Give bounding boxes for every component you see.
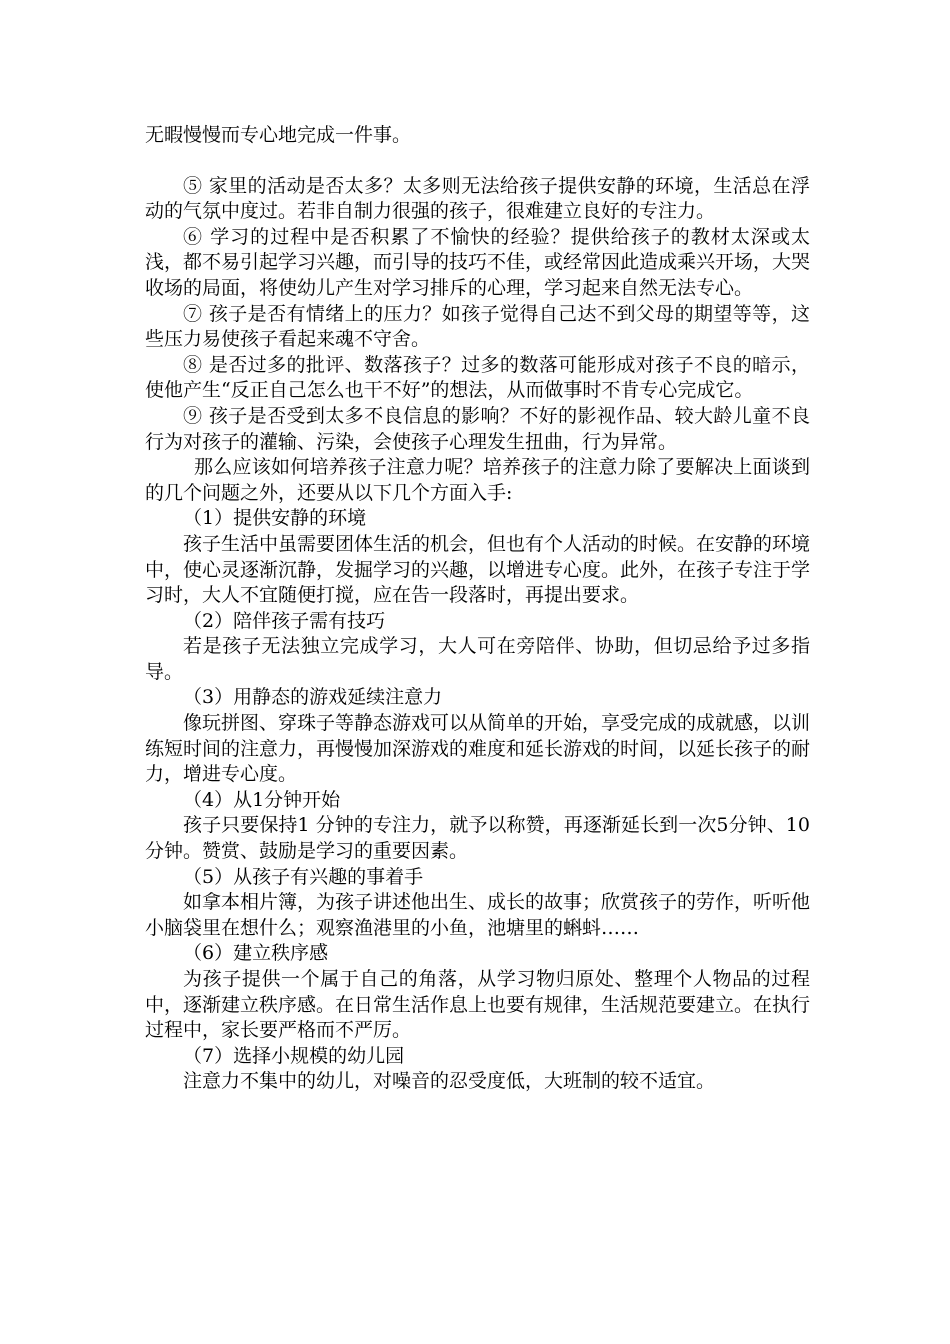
heading-method-4: （4）从1分钟开始 (183, 788, 341, 811)
paragraph-item-8: ⑧ 是否过多的批评、数落孩子？过多的数落可能形成对孩子不良的暗示，使他产生“反正自己怎么也干不好”的想法，从而做事时不肯专心完成它。 (145, 353, 810, 402)
body-method-2: 若是孩子无法独立完成学习，大人可在旁陪伴、协助，但切忌给予过多指导。 (145, 635, 810, 683)
heading-method-1: （1）提供安静的环境 (183, 507, 367, 530)
heading-method-6: （6）建立秩序感 (183, 942, 329, 965)
body-method-7: 注意力不集中的幼儿，对噪音的忍受度低，大班制的较不适宜。 (183, 1070, 716, 1093)
document-body (145, 123, 810, 1095)
paragraph-item-7: ⑦ 孩子是否有情绪上的压力？如孩子觉得自己达不到父母的期望等等，这些压力易使孩子看起来魂不守舍。 (145, 302, 810, 351)
paragraph-intro-end: 无暇慢慢而专心地完成一件事。 (145, 124, 412, 146)
body-method-4: 孩子只要保持1 分钟的专注力，就予以称赞，再逐渐延长到一次5分钟、10分钟。赞赏、鼓励是学习的重要因素。 (145, 814, 810, 863)
body-method-1: 孩子生活中虽需要团体生活的机会，但也有个人活动的时候。在安静的环境中，使心灵逐渐沉静，发掘学习的兴趣，以增进专心度。此外，在孩子专注于学习时，大人不宜随便打搅，应在告一段落时，再提出要求。 (145, 532, 811, 607)
heading-method-2: （2）陪伴孩子需有技巧 (183, 609, 386, 632)
heading-method-7: （7）选择小规模的幼儿园 (183, 1044, 405, 1067)
heading-method-5: （5）从孩子有兴趣的事着手 (183, 865, 424, 888)
body-method-6: 为孩子提供一个属于自己的角落，从学习物归原处、整理个人物品的过程中，逐渐建立秩序感。在日常生活作息上也要有规律，生活规范要建立。在执行过程中，家长要严格而不严厉。 (145, 968, 811, 1042)
paragraph-how-to: 那么应该如何培养孩子注意力呢？培养孩子的注意力除了要解决上面谈到的几个问题之外，还要从以下几个方面入手: (145, 456, 810, 504)
paragraph-item-9: ⑨ 孩子是否受到太多不良信息的影响？不好的影视作品、较大龄儿童不良行为对孩子的灌输、污染，会使孩子心理发生扭曲，行为异常。 (145, 404, 810, 453)
body-method-5: 如拿本相片簿，为孩子讲述他出生、成长的故事；欣赏孩子的劳作，听听他小脑袋里在想什么；观察渔港里的小鱼，池塘里的蝌蚪…… (145, 891, 811, 939)
paragraph-gap (145, 149, 810, 174)
body-method-3: 像玩拼图、穿珠子等静态游戏可以从简单的开始，享受完成的成就感，以训练短时间的注意力，再慢慢加深游戏的难度和延长游戏的时间，以延长孩子的耐力，增进专心度。 (145, 712, 811, 786)
heading-method-3: （3）用静态的游戏延续注意力 (183, 686, 443, 709)
paragraph-item-6: ⑥ 学习的过程中是否积累了不愉快的经验？提供给孩子的教材太深或太浅，都不易引起学习兴趣，而引导的技巧不佳，或经常因此造成乘兴开场，大哭收场的局面，将使幼儿产生对学习排斥的心理，学习起来自然无法专心。 (145, 225, 811, 299)
paragraph-item-5: ⑤ 家里的活动是否太多？太多则无法给孩子提供安静的环境，生活总在浮动的气氛中度过。若非自制力很强的孩子，很难建立良好的专注力。 (145, 174, 810, 223)
